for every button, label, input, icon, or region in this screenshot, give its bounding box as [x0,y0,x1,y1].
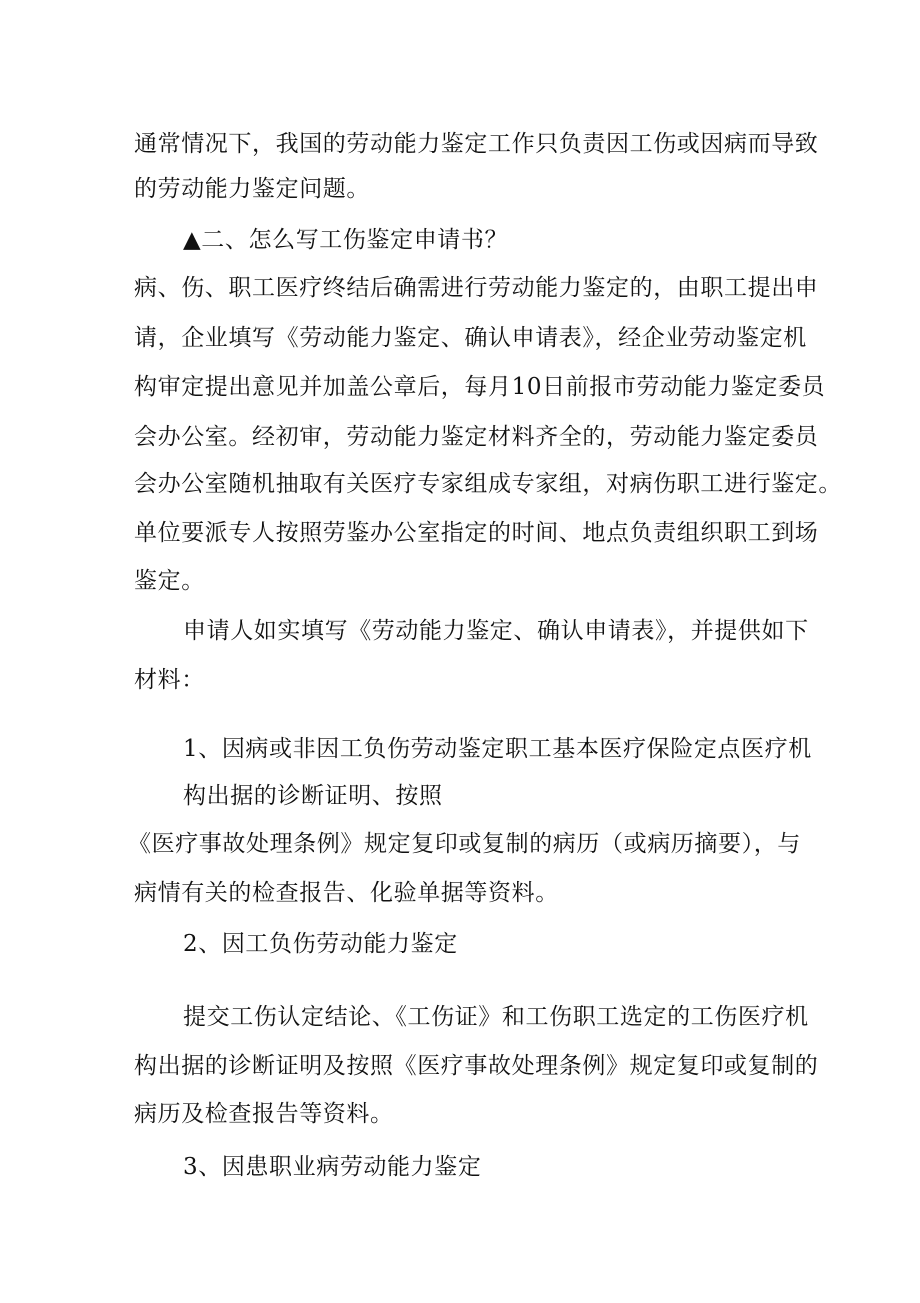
paragraph-3-line-7: 鉴定。 [134,568,205,594]
paragraph-3-line-1: 病、伤、职工医疗终结后确需进行劳动能力鉴定的，由职工提出申 [134,275,819,301]
item-1-line-2: 构出据的诊断证明、按照 [183,783,443,809]
paragraph-3-line-5: 会办公室随机抽取有关医疗专家组成专家组，对病伤职工进行鉴定。 [134,471,842,497]
item-1-line-1: 1、因病或非因工负伤劳动鉴定职工基本医疗保险定点医疗机 [183,736,812,762]
item-1-line-3: 《医疗事故处理条例》规定复印或复制的病历（或病历摘要），与 [128,831,801,857]
paragraph-3-line-2: 请，企业填写《劳动能力鉴定、确认申请表》，经企业劳动鉴定机 [134,325,807,351]
item-2-heading: 2、因工负伤劳动能力鉴定 [183,931,458,957]
paragraph-1-line-1: 通常情况下，我国的劳动能力鉴定工作只负责因工伤或因病而导致 [134,131,819,157]
paragraph-4-line-1: 申请人如实填写《劳动能力鉴定、确认申请表》，并提供如下 [183,618,809,644]
paragraph-3-line-3: 构审定提出意见并加盖公章后，每月10日前报市劳动能力鉴定委员 [134,374,826,400]
item-3-heading: 3、因患职业病劳动能力鉴定 [183,1154,482,1180]
paragraph-4-line-2: 材料： [134,667,205,693]
item-2-line-3: 病历及检查报告等资料。 [134,1101,394,1127]
section-heading: ▲二、怎么写工伤鉴定申请书？ [183,227,509,253]
item-1-line-4: 病情有关的检查报告、化验单据等资料。 [134,880,559,906]
item-2-line-2: 构出据的诊断证明及按照《医疗事故处理条例》规定复印或复制的 [134,1053,819,1079]
item-2-line-1: 提交工伤认定结论、《工伤证》和工伤职工选定的工伤医疗机 [183,1004,809,1030]
paragraph-1-line-2: 的劳动能力鉴定问题。 [134,176,370,202]
paragraph-3-line-4: 会办公室。经初审，劳动能力鉴定材料齐全的，劳动能力鉴定委员 [134,424,819,450]
paragraph-3-line-6: 单位要派专人按照劳鉴办公室指定的时间、地点负责组织职工到场 [134,520,819,546]
